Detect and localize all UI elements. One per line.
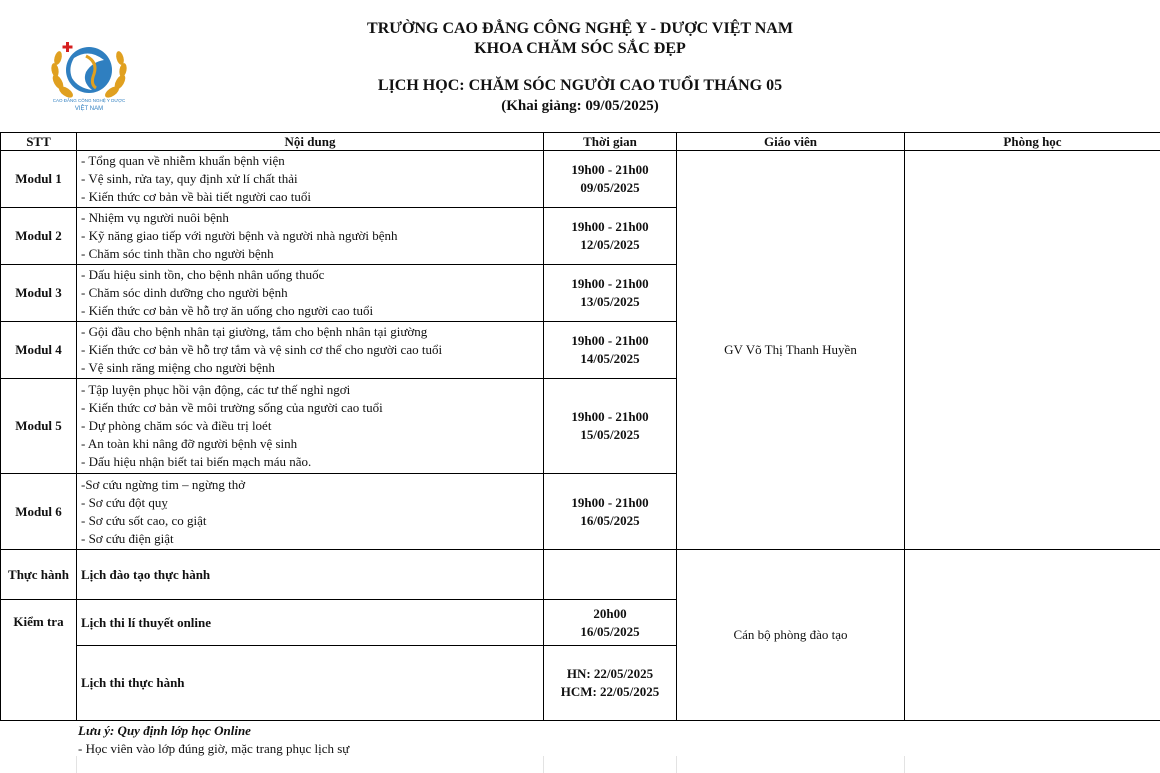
stt-cell: Modul 3 — [1, 265, 77, 322]
date: 15/05/2025 — [580, 427, 640, 442]
content-line: - Vệ sinh, rửa tay, quy định xử lí chất thải — [81, 171, 298, 186]
schedule-table — [0, 132, 1160, 721]
content-cell — [77, 379, 544, 474]
header-room: Phòng học — [905, 133, 1160, 151]
content-line: - Kiến thức cơ bản về hỗ trợ tắm và vệ sinh cơ thể cho người cao tuổi — [81, 342, 443, 357]
content-line: - Kiến thức cơ bản về bài tiết người cao tuổi — [81, 189, 311, 204]
stt-cell: Kiểm tra — [1, 600, 77, 721]
stt-cell: Modul 2 — [1, 208, 77, 265]
stt-cell: Modul 1 — [1, 151, 77, 208]
time-cell — [544, 151, 677, 208]
content-line: - Tập luyện phục hồi vận động, các tư thế nghỉ ngơi — [81, 382, 351, 397]
time-range: 19h00 - 21h00 — [571, 276, 649, 291]
content-line: -Sơ cứu ngừng tim – ngừng thở — [81, 476, 246, 492]
date: 09/05/2025 — [580, 180, 640, 195]
content-line: - Dấu hiệu sinh tồn, cho bệnh nhân uống thuốc — [81, 267, 325, 282]
sheet-gridline — [904, 756, 905, 773]
content-line: - Sơ cứu sốt cao, co giật — [81, 512, 207, 528]
sheet-gridline — [543, 756, 544, 773]
content-line: - Kiến thức cơ bản về hỗ trợ ăn uống cho người cao tuổi — [81, 303, 374, 318]
online-class-note — [78, 722, 349, 758]
time-range: 19h00 - 21h00 — [571, 219, 649, 234]
stt-cell: Modul 4 — [1, 322, 77, 379]
time-cell — [544, 600, 677, 646]
stt-cell: Thực hành — [1, 550, 77, 600]
header-stt: STT — [1, 133, 77, 151]
header-teacher: Giáo viên — [677, 133, 905, 151]
content-line: - Chăm sóc dinh dưỡng cho người bệnh — [81, 285, 288, 300]
stt-cell: Modul 6 — [1, 474, 77, 550]
content-line: - Sơ cứu điện giật — [81, 530, 174, 546]
stt-cell: Modul 5 — [1, 379, 77, 474]
room-cell — [905, 151, 1160, 550]
note-title: Lưu ý: Quy định lớp học Online — [78, 723, 251, 738]
date-hcm: HCM: 22/05/2025 — [560, 684, 660, 699]
faculty-name: KHOA CHĂM SÓC SẮC ĐẸP — [474, 40, 686, 57]
table-header-row — [1, 133, 1160, 151]
svg-text:CAO ĐẲNG CÔNG NGHỆ Y DƯỢC: CAO ĐẲNG CÔNG NGHỆ Y DƯỢC — [52, 98, 126, 103]
content-cell — [77, 322, 544, 379]
time-cell — [544, 208, 677, 265]
content-line: - Kỹ năng giao tiếp với người bệnh và người nhà người bệnh — [81, 228, 398, 243]
time-cell — [544, 265, 677, 322]
svg-text:VIỆT NAM: VIỆT NAM — [74, 106, 104, 112]
document-header — [0, 0, 1160, 132]
time-cell — [544, 646, 677, 721]
date: 14/05/2025 — [580, 351, 640, 366]
time-cell — [544, 474, 677, 550]
header-time: Thời gian — [544, 133, 677, 151]
time-range: 19h00 - 21h00 — [571, 494, 649, 510]
time-cell — [544, 379, 677, 474]
content-cell — [77, 265, 544, 322]
content-line: - Nhiệm vụ người nuôi bệnh — [81, 210, 229, 225]
time-range: 19h00 - 21h00 — [571, 162, 649, 177]
date: 13/05/2025 — [580, 294, 640, 309]
time-range: 19h00 - 21h00 — [571, 333, 649, 348]
room-cell — [905, 550, 1160, 721]
teacher-cell: GV Võ Thị Thanh Huyền — [677, 151, 905, 550]
time-range: 19h00 - 21h00 — [571, 409, 649, 424]
time-cell — [544, 550, 677, 600]
date: 16/05/2025 — [580, 623, 640, 639]
sheet-gridline — [676, 756, 677, 773]
content-line: - Sơ cứu đột quỵ — [81, 494, 168, 510]
date-hn: HN: 22/05/2025 — [566, 666, 654, 681]
content-line: - Dự phòng chăm sóc và điều trị loét — [81, 418, 272, 433]
date: 12/05/2025 — [580, 237, 640, 252]
header-content: Nội dung — [77, 133, 544, 151]
note-line: - Học viên vào lớp đúng giờ, mặc trang phục lịch sự — [78, 741, 350, 756]
time: 20h00 — [593, 605, 627, 621]
content-cell — [77, 208, 544, 265]
content-cell — [77, 151, 544, 208]
content-line: - Kiến thức cơ bản về môi trường sống của người cao tuổi — [81, 400, 383, 415]
table-row-modul-1 — [1, 151, 1160, 208]
content-cell: Lịch thi lí thuyết online — [77, 600, 544, 646]
table-row-practice — [1, 550, 1160, 600]
content-cell — [77, 474, 544, 550]
content-line: - Tổng quan về nhiễm khuẩn bệnh viện — [81, 153, 285, 168]
content-line: - Gội đầu cho bệnh nhân tại giường, tắm cho bệnh nhân tại giường — [81, 324, 428, 339]
content-line: - Chăm sóc tinh thần cho người bệnh — [81, 246, 274, 261]
schedule-title: LỊCH HỌC: CHĂM SÓC NGƯỜI CAO TUỔI THÁNG 05 — [377, 77, 783, 94]
content-cell: Lịch thi thực hành — [77, 646, 544, 721]
teacher-cell: Cán bộ phòng đào tạo — [677, 550, 905, 721]
opening-date: (Khai giảng: 09/05/2025) — [501, 98, 659, 114]
content-line: - An toàn khi nâng đỡ người bệnh vệ sinh — [81, 436, 298, 451]
date: 16/05/2025 — [580, 512, 640, 528]
content-cell: Lịch đào tạo thực hành — [77, 550, 544, 600]
time-cell — [544, 322, 677, 379]
content-line: - Vệ sinh răng miệng cho người bệnh — [81, 360, 275, 375]
school-name: TRƯỜNG CAO ĐẲNG CÔNG NGHỆ Y - DƯỢC VIỆT NAM — [367, 20, 793, 37]
sheet-gridline — [76, 756, 77, 773]
content-line: - Dấu hiệu nhận biết tai biến mạch máu não. — [81, 454, 312, 469]
